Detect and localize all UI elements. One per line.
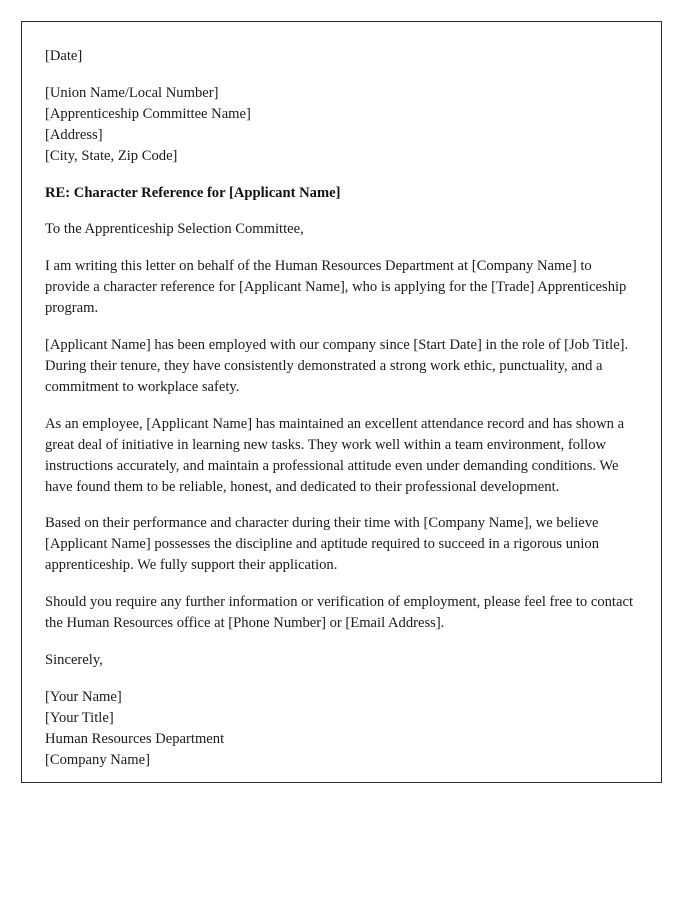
- recipient-address-block: [45, 83, 636, 167]
- closing-salutation: Sincerely,: [45, 651, 103, 668]
- signature-block: [45, 687, 636, 771]
- date-placeholder: [Date]: [45, 48, 83, 64]
- recipient-city-state-zip: [City, State, Zip Code]: [45, 147, 178, 164]
- recipient-address: [Address]: [45, 126, 103, 143]
- letter-page-border: [21, 21, 662, 783]
- signature-company: [Company Name]: [45, 751, 150, 768]
- letter-content: [45, 46, 636, 786]
- recipient-committee: [Apprenticeship Committee Name]: [45, 105, 251, 122]
- signature-title: [Your Title]: [45, 709, 114, 726]
- salutation: To the Apprenticeship Selection Committee,: [45, 221, 304, 238]
- body-paragraph-4: Based on their performance and character during their time with [Company Name], we believe [Applicant Name] possesses the discipline and aptitude required to succeed in a rigorous union apprenticeship. We fully support their application.: [45, 515, 600, 574]
- signature-department: Human Resources Department: [45, 730, 225, 747]
- subject-line: RE: Character Reference for [Applicant Name]: [45, 184, 341, 201]
- date-line: [45, 46, 636, 67]
- body-paragraph-2: [Applicant Name] has been employed with our company since [Start Date] in the role of [Job Title]. During their tenure, they have consistently demonstrated a strong work ethic, punctuality, and a commitment to workplace safety.: [45, 337, 629, 395]
- body-paragraph-3: As an employee, [Applicant Name] has maintained an excellent attendance record and has shown a great deal of initiative in learning new tasks. They work well within a team environment, follow instructions accurately, and maintain a professional attitude even under demanding conditions. We have found them to be reliable, honest, and dedicated to their professional development.: [45, 415, 625, 495]
- body-paragraph-5: Should you require any further information or verification of employment, please feel free to contact the Human Resources office at [Phone Number] or [Email Address].: [45, 594, 633, 632]
- body-paragraph-1: I am writing this letter on behalf of the Human Resources Department at [Company Name] to provide a character reference for [Applicant Name], who is applying for the [Trade] Apprenticeship program.: [45, 258, 627, 317]
- recipient-union: [Union Name/Local Number]: [45, 84, 219, 101]
- signature-name: [Your Name]: [45, 688, 122, 705]
